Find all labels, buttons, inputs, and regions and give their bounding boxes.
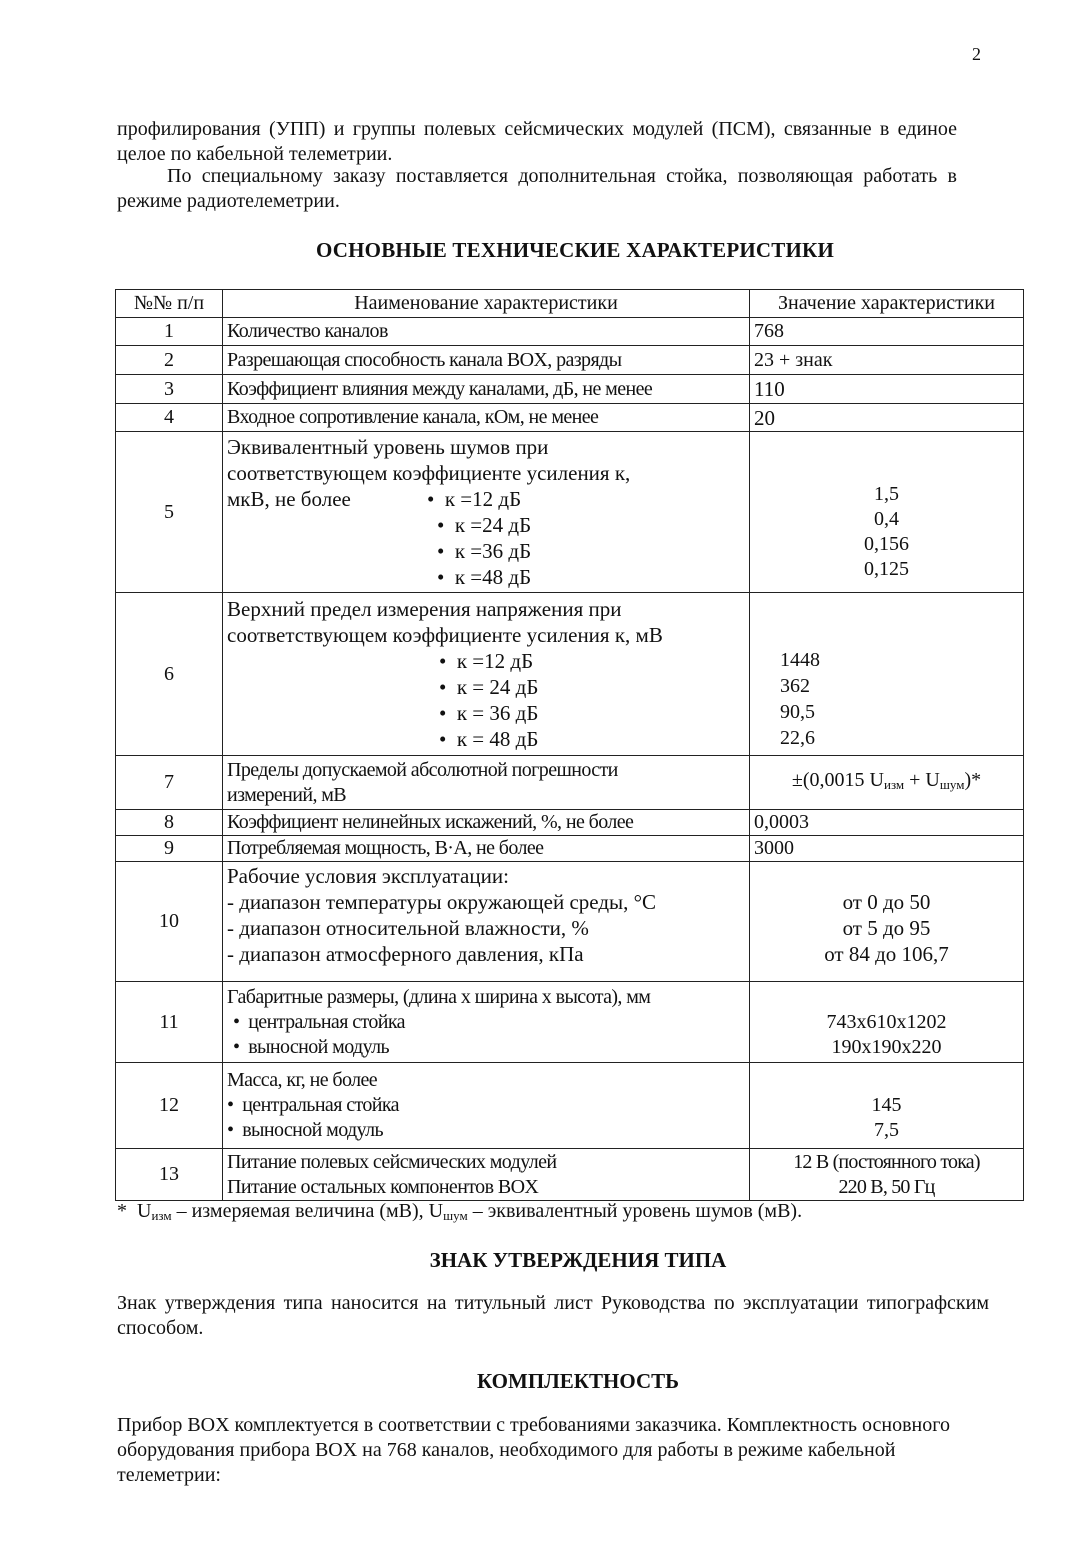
row-number: 10 bbox=[116, 862, 223, 982]
header-name: Наименование характеристики bbox=[223, 290, 750, 318]
footnote-fragment: U bbox=[137, 1200, 152, 1222]
row-name-line: соответствующем коэффициенте усиления к, bbox=[227, 461, 631, 485]
approval-heading: ЗНАК УТВЕРЖДЕНИЯ ТИПА bbox=[429, 1248, 727, 1272]
bullet-item: выносной модуль bbox=[242, 1119, 384, 1141]
row-value: 1,5 bbox=[874, 483, 899, 505]
spacer bbox=[754, 442, 1019, 482]
value-subscript: шум bbox=[939, 777, 965, 792]
bullet-item: центральная стойка bbox=[248, 1010, 405, 1033]
row-number: 9 bbox=[116, 836, 223, 862]
row-name: Потребляемая мощность, В·А, не более bbox=[223, 836, 750, 862]
row-value: от 0 до 50 bbox=[842, 889, 931, 914]
bullet-icon: • bbox=[227, 1119, 243, 1141]
row-number: 4 bbox=[116, 404, 223, 432]
approval-paragraph: Знак утверждения типа наносится на титульный лист Руководства по эксплуатации типографским способом. bbox=[117, 1292, 989, 1339]
table-row bbox=[116, 810, 1024, 836]
footnote-fragment: – эквивалентный уровень шумов (мВ). bbox=[467, 1200, 803, 1222]
row-value: 743x610x1202 bbox=[826, 1010, 947, 1033]
bullet-row bbox=[227, 700, 745, 726]
bullet-icon: • bbox=[439, 649, 457, 673]
row-name-line: измерений, мВ bbox=[227, 783, 347, 806]
footnote-marker: * bbox=[117, 1200, 127, 1222]
intro-paragraph-1: профилирования (УПП) и группы полевых сейсмических модулей (ПСМ), связанные в единое целое по кабельной телеметрии. bbox=[117, 118, 957, 165]
bullet-item: к =12 дБ bbox=[444, 487, 522, 511]
row-value: 1448 bbox=[780, 649, 820, 671]
row-values bbox=[750, 1149, 1024, 1201]
row-value: 190x190x220 bbox=[831, 1035, 942, 1058]
row-name-line: - диапазон атмосферного давления, кПа bbox=[227, 941, 584, 966]
row-number: 2 bbox=[116, 346, 223, 375]
header-value: Значение характеристики bbox=[750, 290, 1024, 318]
row-value: 145 bbox=[871, 1094, 902, 1116]
row-value: от 84 до 106,7 bbox=[824, 941, 949, 966]
kit-paragraph: Прибор BOX комплектуется в соответствии с требованиями заказчика. Комплектность основного оборудования прибора BOX на 768 каналов, необходимого для работы в режиме кабельной телеметрии: bbox=[117, 1414, 950, 1486]
row-values bbox=[750, 862, 1024, 982]
table-row bbox=[116, 593, 1024, 756]
row-name: Коэффициент нелинейных искажений, %, не более bbox=[223, 810, 750, 836]
row-value: 12 В (постоянного тока) bbox=[793, 1150, 980, 1173]
table-row bbox=[116, 862, 1024, 982]
footnote-subscript: изм bbox=[151, 1208, 172, 1223]
spacer bbox=[780, 596, 1019, 648]
row-number: 12 bbox=[116, 1063, 223, 1149]
row-value: 362 bbox=[780, 675, 810, 697]
bullet-icon: • bbox=[437, 539, 455, 563]
bullet-item: к =48 дБ bbox=[454, 565, 532, 589]
row-value: 20 bbox=[750, 404, 1024, 432]
bullet-icon: • bbox=[233, 1010, 249, 1033]
value-subscript: изм bbox=[883, 777, 905, 792]
bullet-row bbox=[227, 674, 745, 700]
table-row bbox=[116, 432, 1024, 593]
bullet-row bbox=[227, 1035, 745, 1060]
row-number: 13 bbox=[116, 1149, 223, 1201]
spacer bbox=[754, 1068, 1019, 1093]
bullet-item: к =36 дБ bbox=[454, 539, 532, 563]
bullet-icon: • bbox=[227, 1094, 243, 1116]
specs-heading: ОСНОВНЫЕ ТЕХНИЧЕСКИЕ ХАРАКТЕРИСТИКИ bbox=[315, 238, 834, 262]
row-number: 7 bbox=[116, 756, 223, 810]
row-number: 8 bbox=[116, 810, 223, 836]
row-name bbox=[223, 982, 750, 1063]
row-value: 7,5 bbox=[874, 1119, 899, 1141]
bullet-row bbox=[227, 1093, 745, 1118]
row-name-line bbox=[227, 486, 745, 512]
row-value: 0,0003 bbox=[750, 810, 1024, 836]
row-name bbox=[223, 593, 750, 756]
footnote-subscript: шум bbox=[443, 1208, 468, 1223]
bullet-icon: • bbox=[233, 1035, 249, 1058]
bullet-item: к = 24 дБ bbox=[456, 675, 539, 699]
row-name bbox=[223, 1149, 750, 1201]
bullet-icon: • bbox=[439, 675, 457, 699]
row-value: 3000 bbox=[750, 836, 1024, 862]
row-value: от 5 до 95 bbox=[842, 915, 931, 940]
row-value: 0,156 bbox=[864, 533, 909, 555]
kit-heading: КОМПЛЕКТНОСТЬ bbox=[476, 1369, 680, 1393]
bullet-icon: • bbox=[439, 701, 457, 725]
bullet-item: к =24 дБ bbox=[454, 513, 532, 537]
bullet-item: к = 48 дБ bbox=[456, 727, 539, 751]
row-name-line: - диапазон относительной влажности, % bbox=[227, 915, 589, 940]
table-row bbox=[116, 318, 1024, 346]
row-value: 110 bbox=[750, 375, 1024, 404]
value-fragment: )* bbox=[964, 769, 982, 791]
row-values bbox=[750, 593, 1024, 756]
row-name: Коэффициент влияния между каналами, дБ, не менее bbox=[223, 375, 750, 404]
footnote-fragment: – измеряемая величина (мВ), U bbox=[171, 1200, 444, 1222]
row-name-line: Верхний предел измерения напряжения при bbox=[227, 597, 622, 621]
table-row bbox=[116, 404, 1024, 432]
header-number: №№ п/п bbox=[116, 290, 223, 318]
row-name-line: Габаритные размеры, (длина х ширина х высота), мм bbox=[227, 985, 651, 1008]
spacer bbox=[754, 863, 1019, 889]
table-row bbox=[116, 982, 1024, 1063]
row-values bbox=[750, 432, 1024, 593]
row-name-line: Эквивалентный уровень шумов при bbox=[227, 435, 549, 459]
table-row bbox=[116, 1149, 1024, 1201]
table-row bbox=[116, 756, 1024, 810]
value-fragment: + U bbox=[904, 769, 940, 791]
row-name bbox=[223, 756, 750, 810]
spacer bbox=[754, 967, 1019, 981]
bullet-row bbox=[227, 1118, 745, 1143]
intro-paragraph-2: По специальному заказу поставляется дополнительная стойка, позволяющая работать в режиме радиотелеметрии. bbox=[117, 165, 957, 212]
row-name-line: Рабочие условия эксплуатации: bbox=[227, 863, 509, 888]
spacer bbox=[754, 985, 1019, 1010]
row-name-line: - диапазон температуры окружающей среды, °С bbox=[227, 889, 657, 914]
row-values bbox=[750, 1063, 1024, 1149]
row-name-line: соответствующем коэффициенте усиления к, мВ bbox=[227, 623, 663, 647]
bullet-icon: • bbox=[437, 513, 455, 537]
bullet-icon: • bbox=[427, 487, 445, 511]
row-name-line: Питание остальных компонентов BOX bbox=[227, 1175, 539, 1198]
row-value: 0,4 bbox=[874, 508, 899, 530]
bullet-row bbox=[227, 538, 745, 564]
table-row bbox=[116, 1063, 1024, 1149]
footnote bbox=[117, 1200, 802, 1224]
bullet-icon: • bbox=[437, 565, 455, 589]
bullet-item: к =12 дБ bbox=[456, 649, 534, 673]
bullet-item: к = 36 дБ bbox=[456, 701, 539, 725]
row-name bbox=[223, 432, 750, 593]
row-value bbox=[750, 756, 1024, 810]
row-name: Количество каналов bbox=[223, 318, 750, 346]
row-number: 5 bbox=[116, 432, 223, 593]
row-values bbox=[750, 982, 1024, 1063]
row-value: 22,6 bbox=[780, 727, 815, 749]
bullet-row bbox=[227, 564, 745, 590]
row-number: 6 bbox=[116, 593, 223, 756]
row-name-fragment: мкВ, не более bbox=[227, 487, 351, 511]
row-name: Входное сопротивление канала, кОм, не менее bbox=[223, 404, 750, 432]
row-name bbox=[223, 1063, 750, 1149]
row-number: 3 bbox=[116, 375, 223, 404]
row-value: 90,5 bbox=[780, 701, 815, 723]
bullet-row bbox=[227, 726, 745, 752]
bullet-icon: • bbox=[439, 727, 457, 751]
table-header-row bbox=[116, 290, 1024, 318]
row-value: 0,125 bbox=[864, 558, 909, 580]
row-value: 768 bbox=[750, 318, 1024, 346]
row-number: 11 bbox=[116, 982, 223, 1063]
row-number: 1 bbox=[116, 318, 223, 346]
bullet-row bbox=[227, 648, 745, 674]
specs-table bbox=[115, 289, 1024, 1201]
row-value: 23 + знак bbox=[750, 346, 1024, 375]
page-number: 2 bbox=[972, 44, 981, 64]
table-row bbox=[116, 346, 1024, 375]
row-name-line: Пределы допускаемой абсолютной погрешности bbox=[227, 758, 618, 781]
spacer bbox=[227, 967, 745, 981]
row-name-line: Питание полевых сейсмических модулей bbox=[227, 1150, 557, 1173]
table-row bbox=[116, 836, 1024, 862]
row-name: Разрешающая способность канала BOX, разряды bbox=[223, 346, 750, 375]
bullet-item: центральная стойка bbox=[242, 1094, 399, 1116]
row-name bbox=[223, 862, 750, 982]
value-fragment: ±(0,0015 U bbox=[791, 769, 884, 791]
bullet-item: выносной модуль bbox=[248, 1035, 390, 1058]
bullet-row bbox=[227, 1010, 745, 1035]
row-value: 220 В, 50 Гц bbox=[838, 1175, 935, 1198]
table-row bbox=[116, 375, 1024, 404]
bullet-row bbox=[227, 512, 745, 538]
row-name-line: Масса, кг, не более bbox=[227, 1069, 378, 1091]
